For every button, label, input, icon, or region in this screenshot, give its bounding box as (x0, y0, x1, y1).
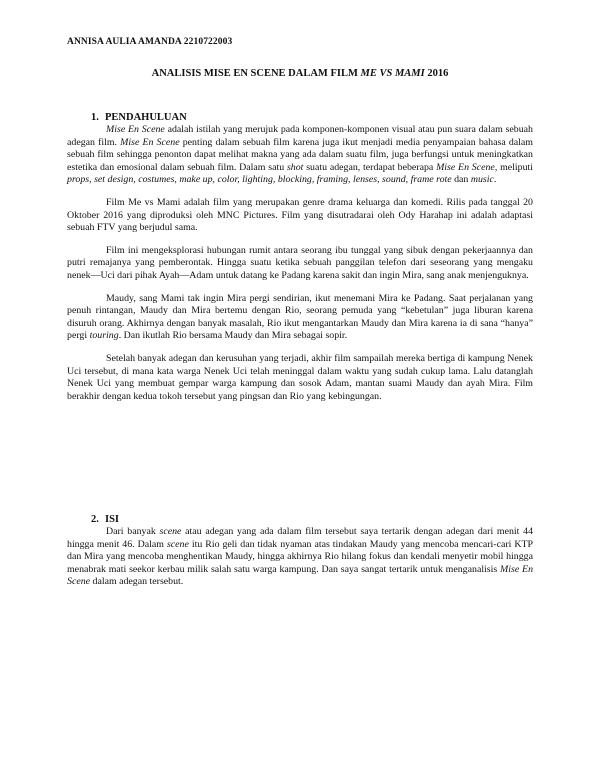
italic-text: music (470, 174, 494, 186)
text-run: . Dan ikutlah Rio bersama Maudy dan Mira sebagai sopir. (118, 330, 348, 342)
section-heading (91, 514, 533, 525)
text-run: Maudy, sang Mami tak ingin Mira pergi sendirian, ikut menemani Mira ke Padang. Saat perjalanan yang penuh rintangan, Maudy dan Mira bertemu dengan Rio, seorang pemuda yang “kebetulan” juga liburan karena disuruh orang. Akhirnya dengan banyak masalah, Rio ikut mengantarkan Maudy dan Mira karena ia di sana “hanya” pergi (67, 292, 533, 342)
title-prefix: ANALISIS MISE EN SCENE DALAM FILM (151, 68, 361, 79)
text-run: , meliputi (494, 161, 533, 173)
text-run: Dari banyak (106, 526, 160, 537)
italic-text: touring (89, 330, 119, 342)
paragraph (67, 245, 533, 283)
text-run: atau adegan yang ada dalam film tersebut saya tertarik dengan adegan dari menit 44 hingga menit 46. Dalam (67, 526, 534, 550)
paragraph (67, 124, 533, 187)
text-run: suatu adegan, terdapat beberapa (303, 161, 437, 173)
section-title: ISI (105, 514, 120, 525)
section-pendahuluan (67, 112, 533, 413)
section-body (67, 124, 533, 403)
section-title: PENDAHULUAN (105, 112, 187, 123)
text-run: penting dalam sebuah film karena juga ikut menjadi media penyampaian bahasa dalam sebuah film sehingga penonton dapat melihat makna yang ada dalam suatu film, juga berfungsi untuk meningkatkan estetika dan emosional dalam sebuah film. Dalam satu (67, 136, 533, 173)
italic-text: Mise En Scene (120, 136, 180, 148)
text-run: itu Rio geli dan tidak nyaman atas tindakan Maudy yang mencoba mencari-cari KTP dan Mira yang mencoba menghentikan Maudy, hingga akhirnya Rio hilang fokus dan kendali menyetir mobil hingga menabrak mati seekor kerbau milik salah satu warga kampung. Dan saya sangat tertarik untuk menganalisis (67, 538, 534, 575)
italic-text: Mise En Scene (436, 161, 495, 173)
text-run: dalam adegan tersebut. (90, 576, 184, 588)
text-run: adalah istilah yang merujuk pada komponen-komponen visual atau pun suara dalam sebuah adegan film. (67, 124, 533, 148)
section-number: 2. (91, 514, 99, 525)
italic-text: scene (166, 538, 189, 550)
paragraph (67, 293, 533, 343)
section-isi (67, 514, 533, 599)
title-film-name: ME VS MAMI (360, 68, 425, 79)
title-year: 2016 (424, 68, 449, 79)
italic-text: Mise En Scene (106, 124, 165, 135)
text-run: dan (451, 174, 471, 186)
document-title (0, 68, 600, 79)
paragraph (67, 353, 533, 403)
italic-text: props, set design, costumes, make up, color, lighting, blocking, framing, lenses, sound, frame rote (67, 174, 452, 186)
paragraph (67, 526, 533, 589)
text-run: Film ini mengeksplorasi hubungan rumit antara seorang ibu tunggal yang sibuk dengan pekerjaannya dan putri remajanya yang pemberontak. Hingga suatu ketika sebuah panggilan telefon dari seseorang yang mengaku nenek—Uci dari pihak Ayah—Adam untuk datang ke Padang karena sakit dan ingin Mira, sang anak menjenguknya. (67, 244, 533, 281)
section-body (67, 526, 533, 589)
italic-text: shot (286, 161, 304, 173)
paragraph (67, 197, 533, 235)
section-heading (91, 112, 533, 123)
text-run: Film Me vs Mami adalah film yang merupakan genre drama keluarga dan komedi. Rilis pada tanggal 20 Oktober 2016 yang diproduksi oleh MNC Pictures. Film yang disutradarai oleh Ody Harahap ini adalah adaptasi sebuah FTV yang berjudul sama. (67, 196, 533, 234)
section-number: 1. (91, 112, 99, 123)
author-line: ANNISA AULIA AMANDA 2210722003 (67, 37, 233, 47)
italic-text: scene (159, 526, 182, 537)
italic-text: Mise En Scene (67, 563, 534, 588)
text-run: . (493, 174, 497, 186)
text-run: Setelah banyak adegan dan kerusuhan yang terjadi, akhir film sampailah mereka bertiga di kampung Nenek Uci tersebut, di mana kata warga Nenek Uci telah meninggal dalam waktu yang sudah cukup lama. Lalu datanglah Nenek Uci yang membuat gempar warga kampung dan sosok Adam, mantan suami Maudy dan ayah Mira. Film berakhir dengan kedua tokoh tersebut yang pingsan dan Rio yang kebingungan. (67, 352, 533, 402)
